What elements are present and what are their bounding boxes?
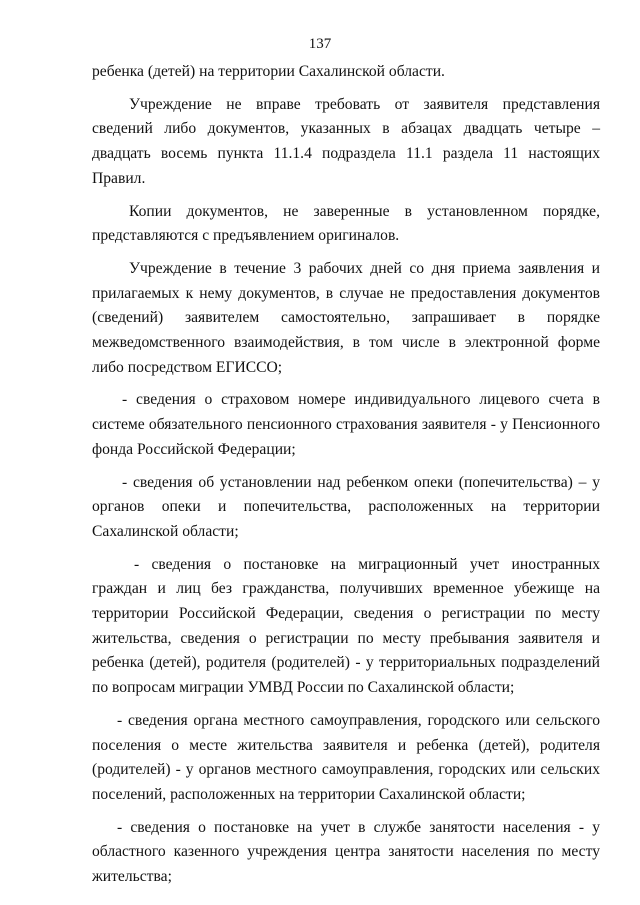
list-item-local-government: - сведения органа местного самоуправления, городского или сельского поселения о месте жительства заявителя и ребенка (детей), родителя (родителей) - у органов местного самоуправления, городских или сельских поселений, расположенных на территории Сахалинской области;: [92, 711, 600, 803]
page-number: 137: [308, 36, 332, 52]
paragraph-interagency-request: Учреждение в течение 3 рабочих дней со дня приема заявления и прилагаемых к нему документов, в случае не предоставления документов (сведений) заявителем самостоятельно, запрашивает в порядке межведомственного взаимодействия, в том числе в электронной форме либо посредством ЕГИССО;: [92, 259, 600, 376]
list-item-guardianship: - сведения об установлении над ребенком опеки (попечительства) – у органов опеки и попечительства, расположенных на территории Сахалинской области;: [92, 473, 600, 540]
list-item-employment-service: - сведения о постановке на учет в службе занятости населения - у областного казенного учреждения центра занятости населения по месту жительства;: [92, 818, 600, 886]
document-body: [92, 60, 600, 890]
paragraph-institution-restriction: Учреждение не вправе требовать от заявителя представления сведений либо документов, указанных в абзацах двадцать четыре – двадцать восемь пункта 11.1.4 подраздела 11.1 раздела 11 настоящих Правил.: [92, 95, 600, 187]
paragraph-document-copies: Копии документов, не заверенные в установленном порядке, представляются с предъявлением оригиналов.: [92, 202, 600, 245]
list-item-pension-number: - сведения о страховом номере индивидуального лицевого счета в системе обязательного пенсионного страхования заявителя - у Пенсионного фонда Российской Федерации;: [92, 391, 600, 458]
list-item-migration-registration: - сведения о постановке на миграционный учет иностранных граждан и лиц без гражданства, получивших временное убежище на территории Российской Федерации, сведения о регистрации по месту жительства, сведения о регистрации по месту пребывания заявителя и ребенка (детей), родителя (родителей) - у территориальных подразделений по вопросам миграции УМВД России по Сахалинской области;: [92, 555, 600, 697]
paragraph-continuation: ребенка (детей) на территории Сахалинской области.: [92, 63, 445, 80]
